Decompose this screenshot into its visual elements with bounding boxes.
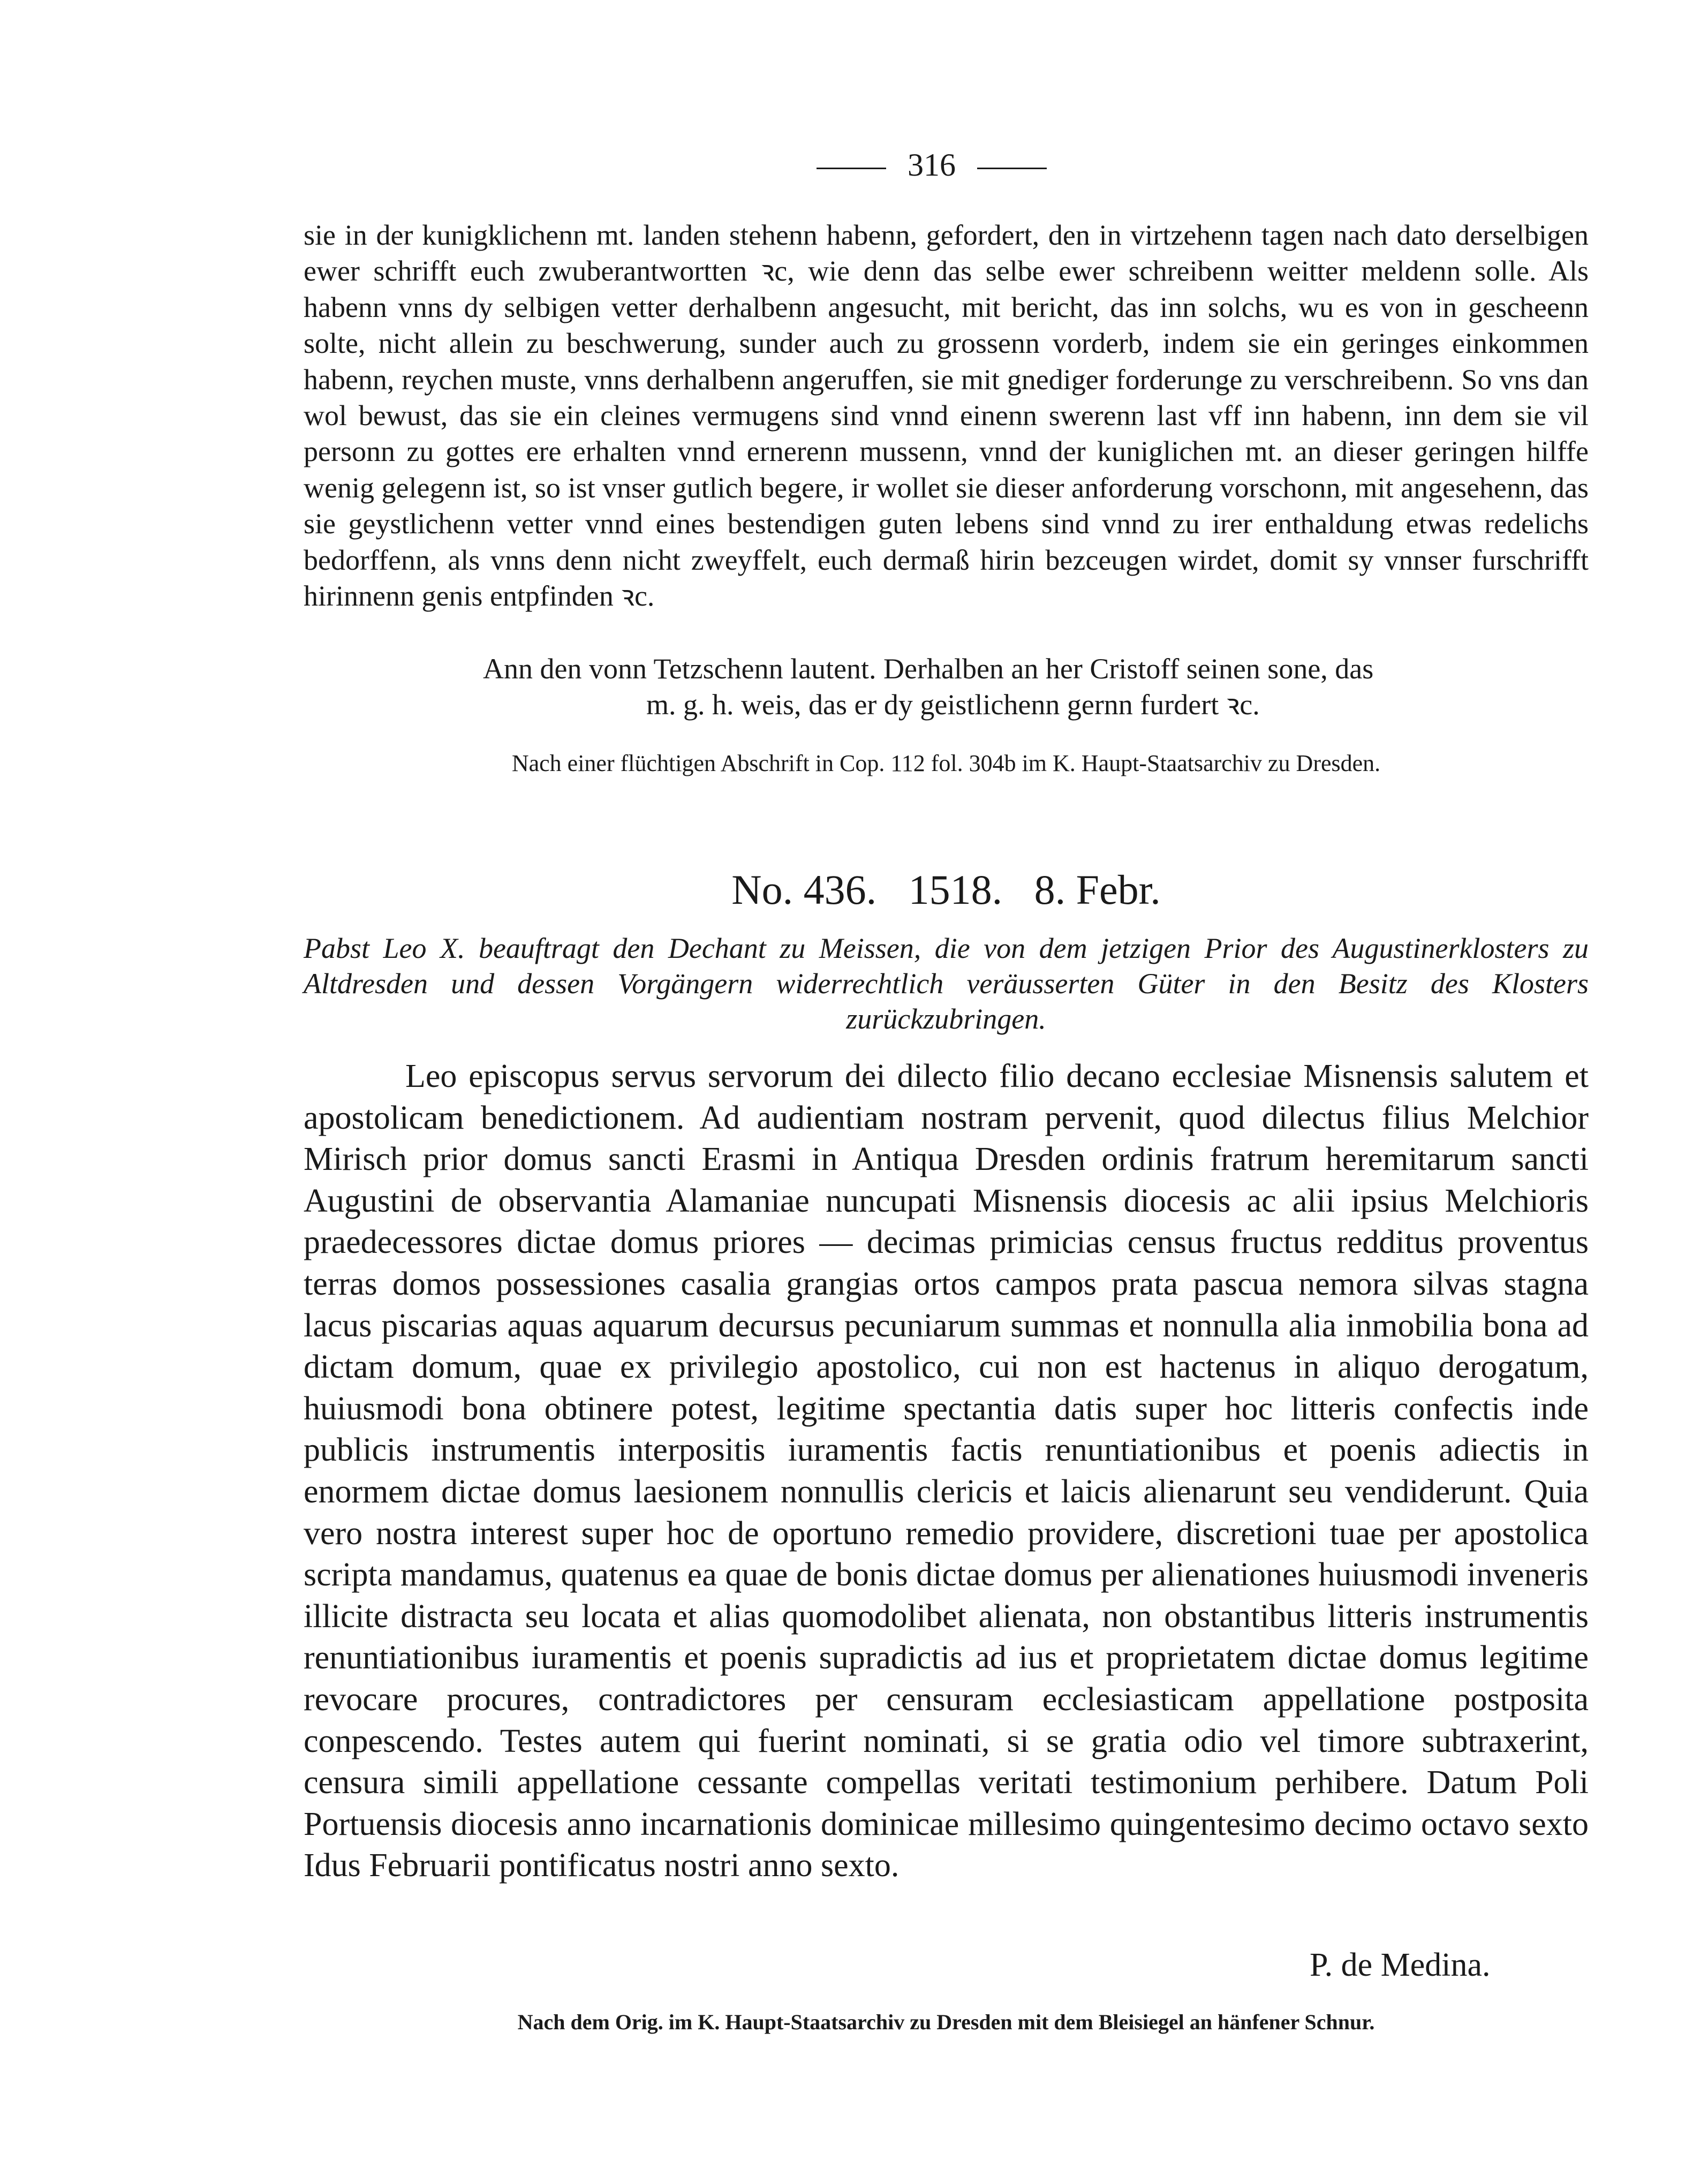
document-year: 1518.	[908, 866, 1003, 913]
document-heading	[304, 864, 1589, 916]
address-line-1: Ann den vonn Tetzschenn lautent. Derhalben an her Cristoff seinen sone, das	[483, 653, 1374, 685]
page-header	[792, 143, 1071, 186]
letter-body-text: sie in der kunigklichenn mt. landen stehenn habenn, gefordert, den in virtzehenn tagen nach dato derselbigen ewer schrifft euch zwuberantwortten ꝛc, wie denn das selbe ewer schreibenn weitter meldenn solle. Als habenn vnns dy selbigen vetter derhalbenn angesucht, mit bericht, das inn solchs, wu es von in gescheenn solte, nicht allein zu beschwerung, sunder auch zu grossenn vorderb, indem sie ein geringes einkommen habenn, reychen muste, vnns derhalbenn angeruffen, sie mit gnediger forderunge zu verschreibenn. So vns dan wol bewust, das sie ein cleines vermugens sind vnnd einenn swerenn last vff inn habenn, inn dem sie vil personn zu gottes ere erhalten vnnd ernerenn mussenn, vnnd der kuniglichen mt. an dieser geringen hilffe wenig gelegenn ist, so ist vnser gutlich begere, ir wollet sie dieser anforderung vorschonn, mit angesehenn, das sie geystlichenn vetter vnnd eines bestendigen guten lebens sind vnnd zu irer enthaldung etwas redelichs bedorffenn, als vnns denn nicht zweyffelt, euch dermaß hirin bezceugen wirdet, domit sy vnnser furschrifft hirinnenn genis entpfinden ꝛc.	[304, 219, 1589, 613]
document-summary: Pabst Leo X. beauftragt den Dechant zu Meissen, die von dem jetzigen Prior des Augustinerklosters zu Altdresden und dessen Vorgängern widerrechtlich veräusserten Güter in den Besitz des Klosters zurückzubringen.	[304, 932, 1589, 1035]
page-number: 316	[908, 147, 956, 183]
document-main-text: Leo episcopus servus servorum dei dilecto filio decano ecclesiae Misnensis salutem et apostolicam benedictionem. Ad audientiam nostram pervenit, quod dilectus filius Melchior Mirisch prior domus sancti Erasmi in Antiqua Dresden ordinis fratrum heremitarum sancti Augustini de observantia Alamaniae nuncupati Misnensis diocesis ac alii ipsius Melchioris praedecessores dictae domus priores — decimas primicias census fructus redditus proventus terras domos possessiones casalia grangias ortos campos prata pascua nemora silvas stagna lacus piscarias aquas aquarum decursus pecuniarum summas et nonnulla alia inmobilia bona ad dictam domum, quae ex privilegio apostolico, cui non est hactenus in aliquo derogatum, huiusmodi bona obtinere potest, legitime spectantia datis super hoc litteris confectis inde publicis instrumentis interpositis iuramentis factis renuntiationibus et poenis adiectis in enormem dictae domus laesionem nonnullis clericis et laicis alienarunt seu vendiderunt. Quia vero nostra interest super hoc de oportuno remedio providere, discretioni tuae per apostolica scripta mandamus, quatenus ea quae de bonis dictae domus per alienationes huiusmodi inveneris illicite distracta seu locata et alias quomodolibet alienata, non obstantibus litteris instrumentis renuntiationibus iuramentis et poenis supradictis ad ius et proprietatem dictae domus legitime revocare procures, contradictores per censuram ecclesiasticam appellatione postposita conpescendo. Testes autem qui fuerint nominati, si se gratia odio vel timore subtraxerint, censura simili appellatione cessante compellas veritati testimonium perhibere. Datum Poli Portuensis diocesis anno incarnationis dominicae millesimo quingentesimo decimo octavo sexto Idus Februarii pontificatus nostri anno sexto.	[304, 1058, 1589, 1884]
letter-source-note: Nach einer flüchtigen Abschrift in Cop. 112 fol. 304b im K. Haupt-Staatsarchiv zu Dresden.	[511, 750, 1381, 776]
document-signature: P. de Medina.	[1310, 1947, 1491, 1983]
document-date: 8. Febr.	[1034, 866, 1161, 913]
header-rule-right	[977, 168, 1047, 169]
header-rule-left	[817, 168, 886, 169]
document-source-note: Nach dem Orig. im K. Haupt-Staatsarchiv zu Dresden mit dem Bleisiegel an hänfener Schnur.	[517, 2010, 1375, 2034]
address-line-2: m. g. h. weis, das er dy geistlichenn gernn furdert ꝛc.	[646, 689, 1260, 721]
letter-address	[304, 651, 1589, 723]
document-number: No. 436.	[731, 866, 877, 913]
